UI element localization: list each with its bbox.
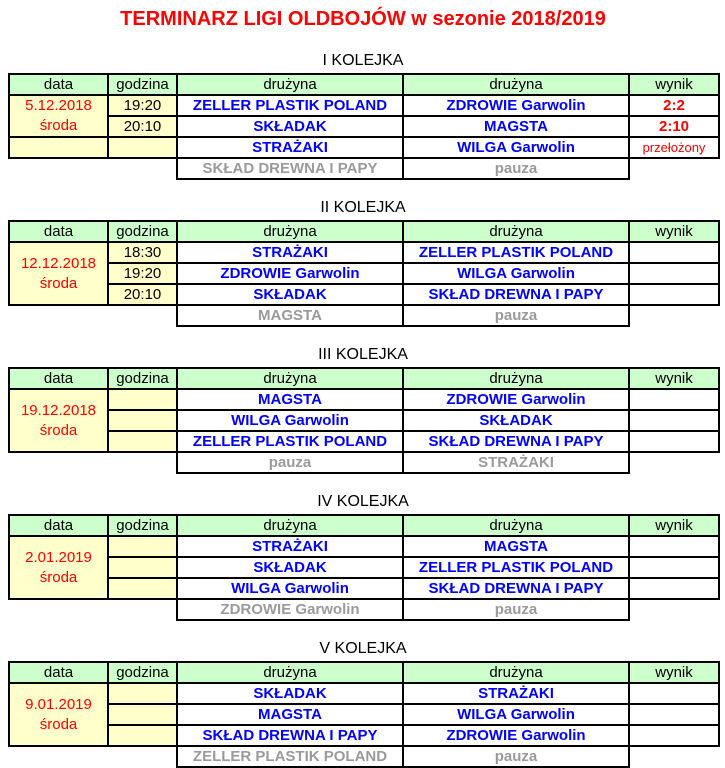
- away-team-cell: STRAŻAKI: [403, 683, 629, 704]
- pause-right-cell: STRAŻAKI: [403, 452, 629, 473]
- pause-row: [9, 746, 719, 767]
- result-cell: [629, 704, 719, 725]
- away-team-cell: WILGA Garwolin: [403, 263, 629, 284]
- header-row: [9, 515, 719, 536]
- result-cell: [629, 683, 719, 704]
- column-header-0: data: [9, 368, 108, 389]
- column-header-3: drużyna: [403, 368, 629, 389]
- match-row: [9, 557, 719, 578]
- date-cell: [9, 389, 108, 452]
- pause-left-cell: MAGSTA: [177, 305, 403, 326]
- home-team-cell: STRAŻAKI: [177, 536, 403, 557]
- pause-left-cell: ZDROWIE Garwolin: [177, 599, 403, 620]
- home-team-cell: SKŁADAK: [177, 557, 403, 578]
- spacer-cell: [9, 746, 177, 767]
- match-row: [9, 284, 719, 305]
- result-cell: [629, 431, 719, 452]
- round-table: [8, 514, 720, 621]
- spacer-cell: [9, 452, 177, 473]
- pause-row: [9, 599, 719, 620]
- column-header-2: drużyna: [177, 74, 403, 95]
- away-team-cell: SKŁAD DREWNA I PAPY: [403, 578, 629, 599]
- time-cell: [108, 536, 177, 557]
- time-cell: [108, 557, 177, 578]
- result-cell: 2:10: [629, 116, 719, 137]
- result-cell: [629, 284, 719, 305]
- time-cell: [108, 683, 177, 704]
- result-cell: 2:2: [629, 95, 719, 116]
- result-cell: [629, 410, 719, 431]
- match-row: [9, 242, 719, 263]
- away-team-cell: WILGA Garwolin: [403, 704, 629, 725]
- result-cell: [629, 557, 719, 578]
- result-cell: [629, 389, 719, 410]
- round-title: II KOLEJKA: [320, 199, 406, 216]
- away-team-cell: ZELLER PLASTIK POLAND: [403, 557, 629, 578]
- column-header-1: godzina: [108, 515, 177, 536]
- away-team-cell: SKŁADAK: [403, 410, 629, 431]
- round-section-4: [8, 493, 725, 621]
- spacer-cell: [9, 305, 177, 326]
- away-team-cell: SKŁAD DREWNA I PAPY: [403, 431, 629, 452]
- date-cell: [9, 242, 108, 305]
- away-team-cell: WILGA Garwolin: [403, 137, 629, 158]
- away-team-cell: ZDROWIE Garwolin: [403, 389, 629, 410]
- column-header-3: drużyna: [403, 74, 629, 95]
- round-section-1: [8, 52, 725, 180]
- column-header-2: drużyna: [177, 662, 403, 683]
- spacer-cell: [9, 599, 177, 620]
- time-cell: [108, 410, 177, 431]
- column-header-3: drużyna: [403, 662, 629, 683]
- date-text: 2.01.2019: [25, 548, 92, 566]
- pause-left-cell: pauza: [177, 452, 403, 473]
- home-team-cell: STRAŻAKI: [177, 242, 403, 263]
- column-header-3: drużyna: [403, 221, 629, 242]
- column-header-0: data: [9, 662, 108, 683]
- time-cell: 20:10: [108, 284, 177, 305]
- date-cell: [9, 536, 108, 599]
- column-header-2: drużyna: [177, 368, 403, 389]
- away-team-cell: ZDROWIE Garwolin: [403, 95, 629, 116]
- match-row: [9, 263, 719, 284]
- pause-left-cell: ZELLER PLASTIK POLAND: [177, 746, 403, 767]
- column-header-4: wynik: [629, 368, 719, 389]
- date-text: 5.12.2018: [25, 97, 92, 114]
- result-cell: [629, 578, 719, 599]
- column-header-2: drużyna: [177, 221, 403, 242]
- day-text: środa: [39, 117, 78, 134]
- home-team-cell: WILGA Garwolin: [177, 578, 403, 599]
- round-table: [8, 73, 720, 180]
- column-header-3: drużyna: [403, 515, 629, 536]
- match-row: [9, 578, 719, 599]
- pause-row: [9, 452, 719, 473]
- time-cell: [108, 725, 177, 746]
- pause-right-cell: pauza: [403, 305, 629, 326]
- pause-left-cell: SKŁAD DREWNA I PAPY: [177, 158, 403, 179]
- time-cell: 20:10: [108, 116, 177, 137]
- time-cell: 19:20: [108, 95, 177, 116]
- column-header-4: wynik: [629, 221, 719, 242]
- match-row: [9, 95, 719, 116]
- home-team-cell: STRAŻAKI: [177, 137, 403, 158]
- column-header-4: wynik: [629, 662, 719, 683]
- pause-right-cell: pauza: [403, 599, 629, 620]
- result-cell: [629, 725, 719, 746]
- match-row: [9, 431, 719, 452]
- match-row: [9, 389, 719, 410]
- round-title: V KOLEJKA: [319, 640, 407, 657]
- home-team-cell: SKŁADAK: [177, 116, 403, 137]
- column-header-4: wynik: [629, 74, 719, 95]
- home-team-cell: WILGA Garwolin: [177, 410, 403, 431]
- column-header-0: data: [9, 74, 108, 95]
- column-header-0: data: [9, 515, 108, 536]
- pause-row: [9, 305, 719, 326]
- home-team-cell: ZELLER PLASTIK POLAND: [177, 95, 403, 116]
- day-text: środa: [39, 568, 78, 586]
- header-row: [9, 662, 719, 683]
- day-text: środa: [39, 421, 78, 439]
- time-cell: [108, 389, 177, 410]
- spacer-cell: [9, 158, 177, 179]
- day-text: środa: [39, 715, 78, 733]
- column-header-4: wynik: [629, 515, 719, 536]
- time-cell: 19:20: [108, 263, 177, 284]
- result-cell: [629, 536, 719, 557]
- date-text: 12.12.2018: [20, 254, 97, 272]
- date-cell: [9, 95, 108, 137]
- match-row: [9, 536, 719, 557]
- pause-row: [9, 158, 719, 179]
- home-team-cell: SKŁAD DREWNA I PAPY: [177, 725, 403, 746]
- round-section-3: [8, 346, 725, 474]
- date-text: 9.01.2019: [25, 695, 92, 713]
- away-team-cell: ZELLER PLASTIK POLAND: [403, 242, 629, 263]
- result-cell: przełożony: [629, 137, 719, 158]
- time-cell: [108, 137, 177, 158]
- away-team-cell: ZDROWIE Garwolin: [403, 725, 629, 746]
- column-header-1: godzina: [108, 221, 177, 242]
- round-table: [8, 661, 720, 768]
- column-header-1: godzina: [108, 662, 177, 683]
- day-text: środa: [39, 274, 78, 292]
- away-team-cell: SKŁAD DREWNA I PAPY: [403, 284, 629, 305]
- home-team-cell: MAGSTA: [177, 704, 403, 725]
- round-table: [8, 367, 720, 474]
- away-team-cell: MAGSTA: [403, 536, 629, 557]
- match-row: [9, 683, 719, 704]
- time-cell: [108, 704, 177, 725]
- column-header-2: drużyna: [177, 515, 403, 536]
- page-title: TERMINARZ LIGI OLDBOJÓW w sezonie 2018/2019: [120, 8, 606, 30]
- header-row: [9, 74, 719, 95]
- result-cell: [629, 263, 719, 284]
- home-team-cell: SKŁADAK: [177, 683, 403, 704]
- pause-right-cell: pauza: [403, 158, 629, 179]
- empty-date-cell: [9, 137, 108, 158]
- home-team-cell: ZELLER PLASTIK POLAND: [177, 431, 403, 452]
- round-title: III KOLEJKA: [318, 346, 408, 363]
- match-row: [9, 116, 719, 137]
- round-table: [8, 220, 720, 327]
- home-team-cell: ZDROWIE Garwolin: [177, 263, 403, 284]
- header-row: [9, 221, 719, 242]
- match-row: [9, 137, 719, 158]
- away-team-cell: MAGSTA: [403, 116, 629, 137]
- match-row: [9, 410, 719, 431]
- match-row: [9, 704, 719, 725]
- rounds-container: [8, 52, 725, 768]
- round-section-2: [8, 199, 725, 327]
- header-row: [9, 368, 719, 389]
- date-cell: [9, 683, 108, 746]
- round-title: I KOLEJKA: [322, 52, 404, 69]
- round-title: IV KOLEJKA: [317, 493, 409, 510]
- home-team-cell: MAGSTA: [177, 389, 403, 410]
- result-cell: [629, 242, 719, 263]
- column-header-1: godzina: [108, 74, 177, 95]
- match-row: [9, 725, 719, 746]
- round-section-5: [8, 640, 725, 768]
- column-header-1: godzina: [108, 368, 177, 389]
- time-cell: 18:30: [108, 242, 177, 263]
- column-header-0: data: [9, 221, 108, 242]
- time-cell: [108, 578, 177, 599]
- home-team-cell: SKŁADAK: [177, 284, 403, 305]
- date-text: 19.12.2018: [20, 401, 97, 419]
- pause-right-cell: pauza: [403, 746, 629, 767]
- time-cell: [108, 431, 177, 452]
